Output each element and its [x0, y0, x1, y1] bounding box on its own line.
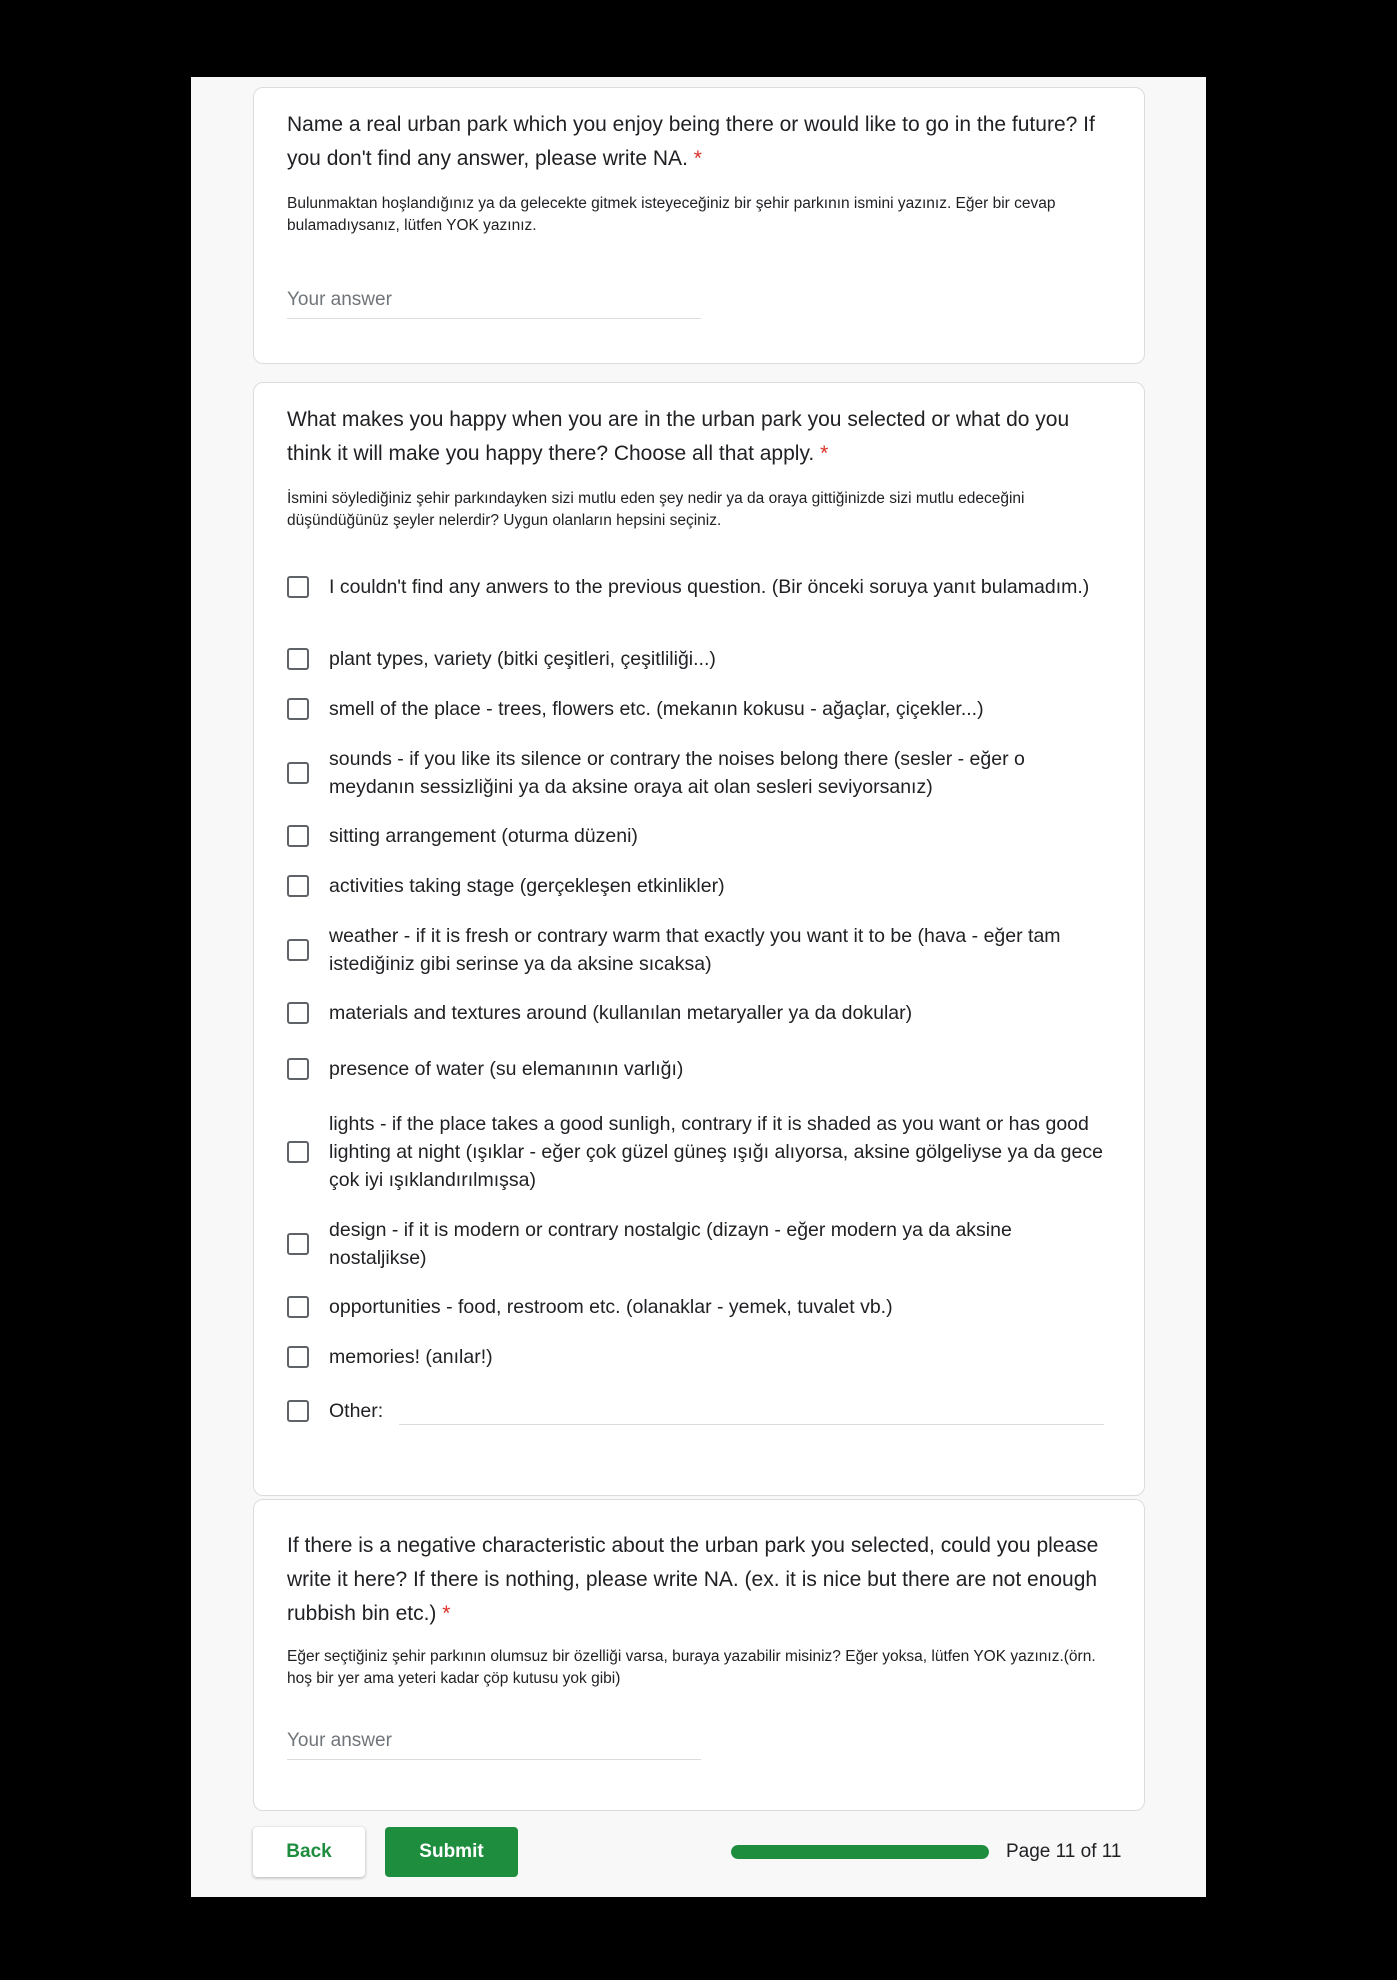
- checkbox[interactable]: [287, 1233, 309, 1255]
- checkbox-option[interactable]: [287, 645, 1104, 673]
- checkbox-option[interactable]: [287, 1343, 1104, 1371]
- required-asterisk: *: [820, 442, 829, 465]
- checkbox-option[interactable]: [287, 822, 1104, 850]
- checkbox-option[interactable]: [287, 1055, 1104, 1083]
- form-page: [191, 77, 1206, 1897]
- checkbox[interactable]: [287, 1296, 309, 1318]
- checkbox[interactable]: [287, 698, 309, 720]
- option-label: plant types, variety (bitki çeşitleri, çeşitliliği...): [329, 648, 716, 670]
- option-label: design - if it is modern or contrary nostalgic (dizayn - eğer modern ya da aksine nostaljikse): [329, 1219, 1012, 1269]
- checkbox[interactable]: [287, 648, 309, 670]
- checkbox-option[interactable]: [287, 1293, 1104, 1321]
- checkbox-option[interactable]: [287, 1216, 1104, 1272]
- question-card-park-name: [253, 87, 1145, 364]
- question-card-happiness-factors: [253, 382, 1145, 1496]
- option-label: sitting arrangement (oturma düzeni): [329, 825, 638, 847]
- option-label: Other:: [329, 1399, 384, 1422]
- option-label: activities taking stage (gerçekleşen etkinlikler): [329, 875, 725, 897]
- other-text-input[interactable]: [399, 1396, 1104, 1425]
- progress-bar-fill: [731, 1845, 989, 1859]
- checkbox[interactable]: [287, 762, 309, 784]
- option-label: memories! (anılar!): [329, 1346, 493, 1368]
- option-label: presence of water (su elemanının varlığı): [329, 1058, 684, 1080]
- option-label: I couldn't find any anwers to the previous question. (Bir önceki soruya yanıt bulamadım.): [329, 576, 1090, 598]
- question-title: What makes you happy when you are in the urban park you selected or what do you think it will make you happy there? Choose all that apply. *: [287, 408, 1070, 465]
- option-label: opportunities - food, restroom etc. (olanaklar - yemek, tuvalet vb.): [329, 1296, 893, 1318]
- checkbox-option[interactable]: [287, 745, 1104, 801]
- option-label: smell of the place - trees, flowers etc. (mekanın kokusu - ağaçlar, çiçekler...): [329, 698, 984, 720]
- checkbox-option[interactable]: [287, 872, 1104, 900]
- option-label: lights - if the place takes a good sunligh, contrary if it is shaded as you want or has good lighting at night (ışıklar - eğer çok güzel güneş ışığı alıyorsa, aksine gölgeliyse ya da gece çok iyi ışıklandırılmışsa): [329, 1113, 1103, 1191]
- option-label: weather - if it is fresh or contrary warm that exactly you want it to be (hava - eğer tam istediğiniz gibi serinse ya da aksine sıcaksa): [329, 925, 1061, 975]
- option-label: materials and textures around (kullanılan metaryaller ya da dokular): [329, 1002, 913, 1024]
- required-asterisk: *: [442, 1602, 451, 1625]
- checkbox[interactable]: [287, 1400, 309, 1422]
- question-description: Bulunmaktan hoşlandığınız ya da gelecekte gitmek isteyeceğiniz bir şehir parkının ismini yazınız. Eğer bir cevap bulamadıysanız, lütfen YOK yazınız.: [287, 195, 1056, 234]
- question-title: Name a real urban park which you enjoy being there or would like to go in the future? If you don't find any answer, please write NA. *: [287, 113, 1095, 170]
- question-description: Eğer seçtiğiniz şehir parkının olumsuz bir özelliği varsa, buraya yazabilir misiniz? Eğer yoksa, lütfen YOK yazınız.(örn. hoş bir yer ama yeteri kadar çöp kutusu yok gibi): [287, 1648, 1096, 1687]
- checkbox-option-other[interactable]: [287, 1396, 1104, 1425]
- checkbox-option[interactable]: [287, 573, 1104, 601]
- checkbox[interactable]: [287, 939, 309, 961]
- checkbox[interactable]: [287, 1141, 309, 1163]
- checkbox[interactable]: [287, 825, 309, 847]
- progress-bar: [731, 1845, 989, 1859]
- negative-characteristic-input[interactable]: [287, 1723, 701, 1760]
- question-card-negative-characteristic: [253, 1499, 1145, 1811]
- park-name-input[interactable]: [287, 282, 701, 319]
- checkbox-option[interactable]: [287, 1110, 1104, 1194]
- question-title: If there is a negative characteristic about the urban park you selected, could you please write it here? If there is nothing, please write NA. (ex. it is nice but there are not enough rubbish bin etc.) *: [287, 1534, 1099, 1625]
- submit-button[interactable]: Submit: [385, 1827, 518, 1877]
- checkbox[interactable]: [287, 1346, 309, 1368]
- checkbox-option[interactable]: [287, 922, 1104, 978]
- page-indicator: Page 11 of 11: [1006, 1841, 1122, 1862]
- required-asterisk: *: [693, 147, 702, 170]
- question-description: İsmini söylediğiniz şehir parkındayken sizi mutlu eden şey nedir ya da oraya gittiğinizde sizi mutlu edeceğini düşündüğünüz şeyler nelerdir? Uygun olanların hepsini seçiniz.: [287, 490, 1025, 529]
- checkbox[interactable]: [287, 875, 309, 897]
- checkbox-option[interactable]: [287, 999, 1104, 1027]
- back-button[interactable]: Back: [253, 1827, 365, 1877]
- option-label: sounds - if you like its silence or contrary the noises belong there (sesler - eğer o meydanın sessizliğini ya da aksine oraya ait olan sesleri seviyorsanız): [329, 748, 1025, 798]
- checkbox[interactable]: [287, 576, 309, 598]
- checkbox-option[interactable]: [287, 695, 1104, 723]
- checkbox[interactable]: [287, 1058, 309, 1080]
- checkbox[interactable]: [287, 1002, 309, 1024]
